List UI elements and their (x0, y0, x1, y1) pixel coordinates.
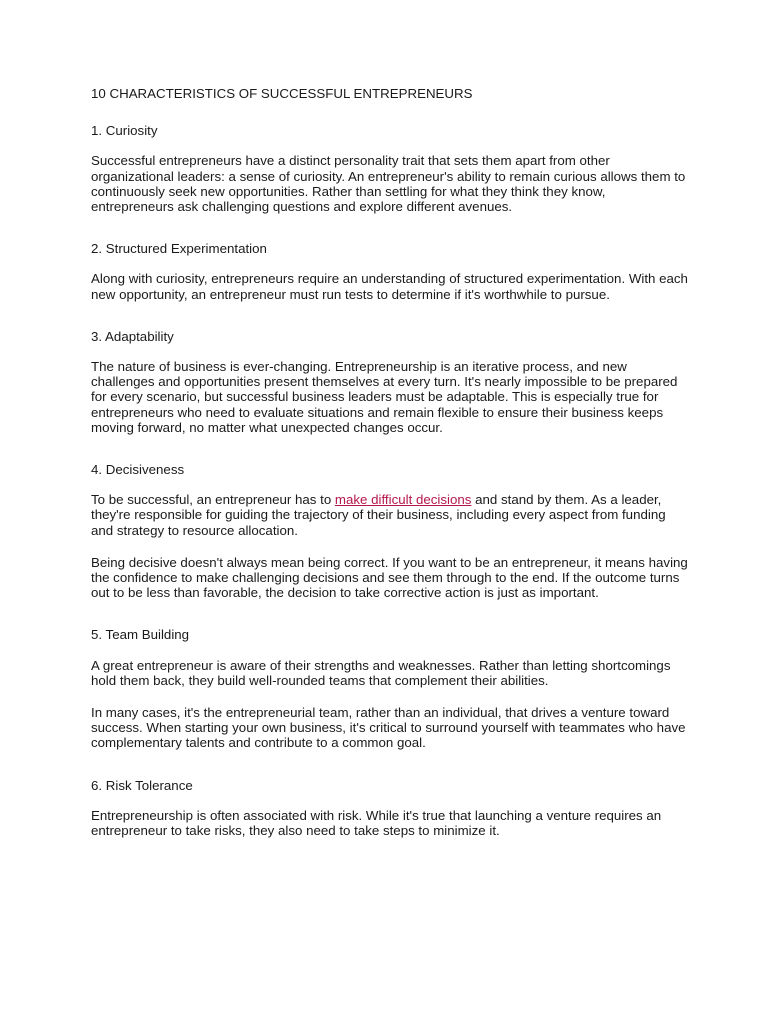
section-heading: 5. Team Building (91, 627, 190, 643)
section-adaptability (91, 329, 691, 435)
section-decisiveness (91, 462, 691, 600)
section-heading: 2. Structured Experimentation (91, 241, 267, 257)
paragraph: In many cases, it's the entrepreneurial team, rather than an individual, that drives a venture toward success. When starting your own business, it's critical to surround yourself with teammates who have complementary talents and contribute to a common goal. (91, 705, 686, 751)
section-structured-experimentation (91, 241, 691, 302)
paragraph: A great entrepreneur is aware of their strengths and weaknesses. Rather than letting shortcomings hold them back, they build well-rounded teams that complement their abilities. (91, 657, 671, 688)
paragraph: Along with curiosity, entrepreneurs require an understanding of structured experimentation. With each new opportunity, an entrepreneur must run tests to determine if it's worthwhile to pursue. (91, 271, 688, 302)
paragraph: Entrepreneurship is often associated with risk. While it's true that launching a venture requires an entrepreneur to take risks, they also need to take steps to minimize it. (91, 807, 662, 839)
document-body (91, 86, 691, 865)
section-risk-tolerance (91, 778, 691, 839)
document-title: 10 CHARACTERISTICS OF SUCCESSFUL ENTREPRENEURS (91, 86, 473, 101)
section-curiosity (91, 123, 691, 214)
section-heading: 4. Decisiveness (91, 462, 185, 478)
paragraph: Being decisive doesn't always mean being correct. If you want to be an entrepreneur, it means having the confidence to make challenging decisions and see them through to the end. If the outcome turns out to be less than favorable, the decision to take corrective action is just as important. (91, 554, 688, 601)
section-heading: 1. Curiosity (91, 123, 158, 139)
paragraph-text: To be successful, an entrepreneur has to (91, 492, 335, 508)
paragraph: The nature of business is ever-changing. Entrepreneurship is an iterative process, and new challenges and opportunities present themselves at every turn. It's nearly impossible to be prepared for every scenario, but successful business leaders must be adaptable. This is especially true for entrepreneurs who need to evaluate situations and remain flexible to ensure their business keeps moving forward, no matter what unexpected changes occur. (91, 359, 678, 435)
section-heading: 6. Risk Tolerance (91, 777, 193, 793)
section-team-building (91, 627, 691, 750)
paragraph (91, 492, 691, 538)
paragraph: Successful entrepreneurs have a distinct personality trait that sets them apart from other organizational leaders: a sense of curiosity. An entrepreneur's ability to remain curious allows them to continuously seek new opportunities. Rather than settling for what they think they know, entrepreneurs ask challenging questions and explore different avenues. (91, 153, 686, 215)
make-difficult-decisions-link[interactable]: make difficult decisions (334, 492, 472, 508)
paragraph-text: and stand by them. As a leader, they're responsible for guiding the trajectory of their business, including every aspect from funding and strategy to resource allocation. (91, 492, 666, 538)
section-heading: 3. Adaptability (91, 328, 174, 344)
